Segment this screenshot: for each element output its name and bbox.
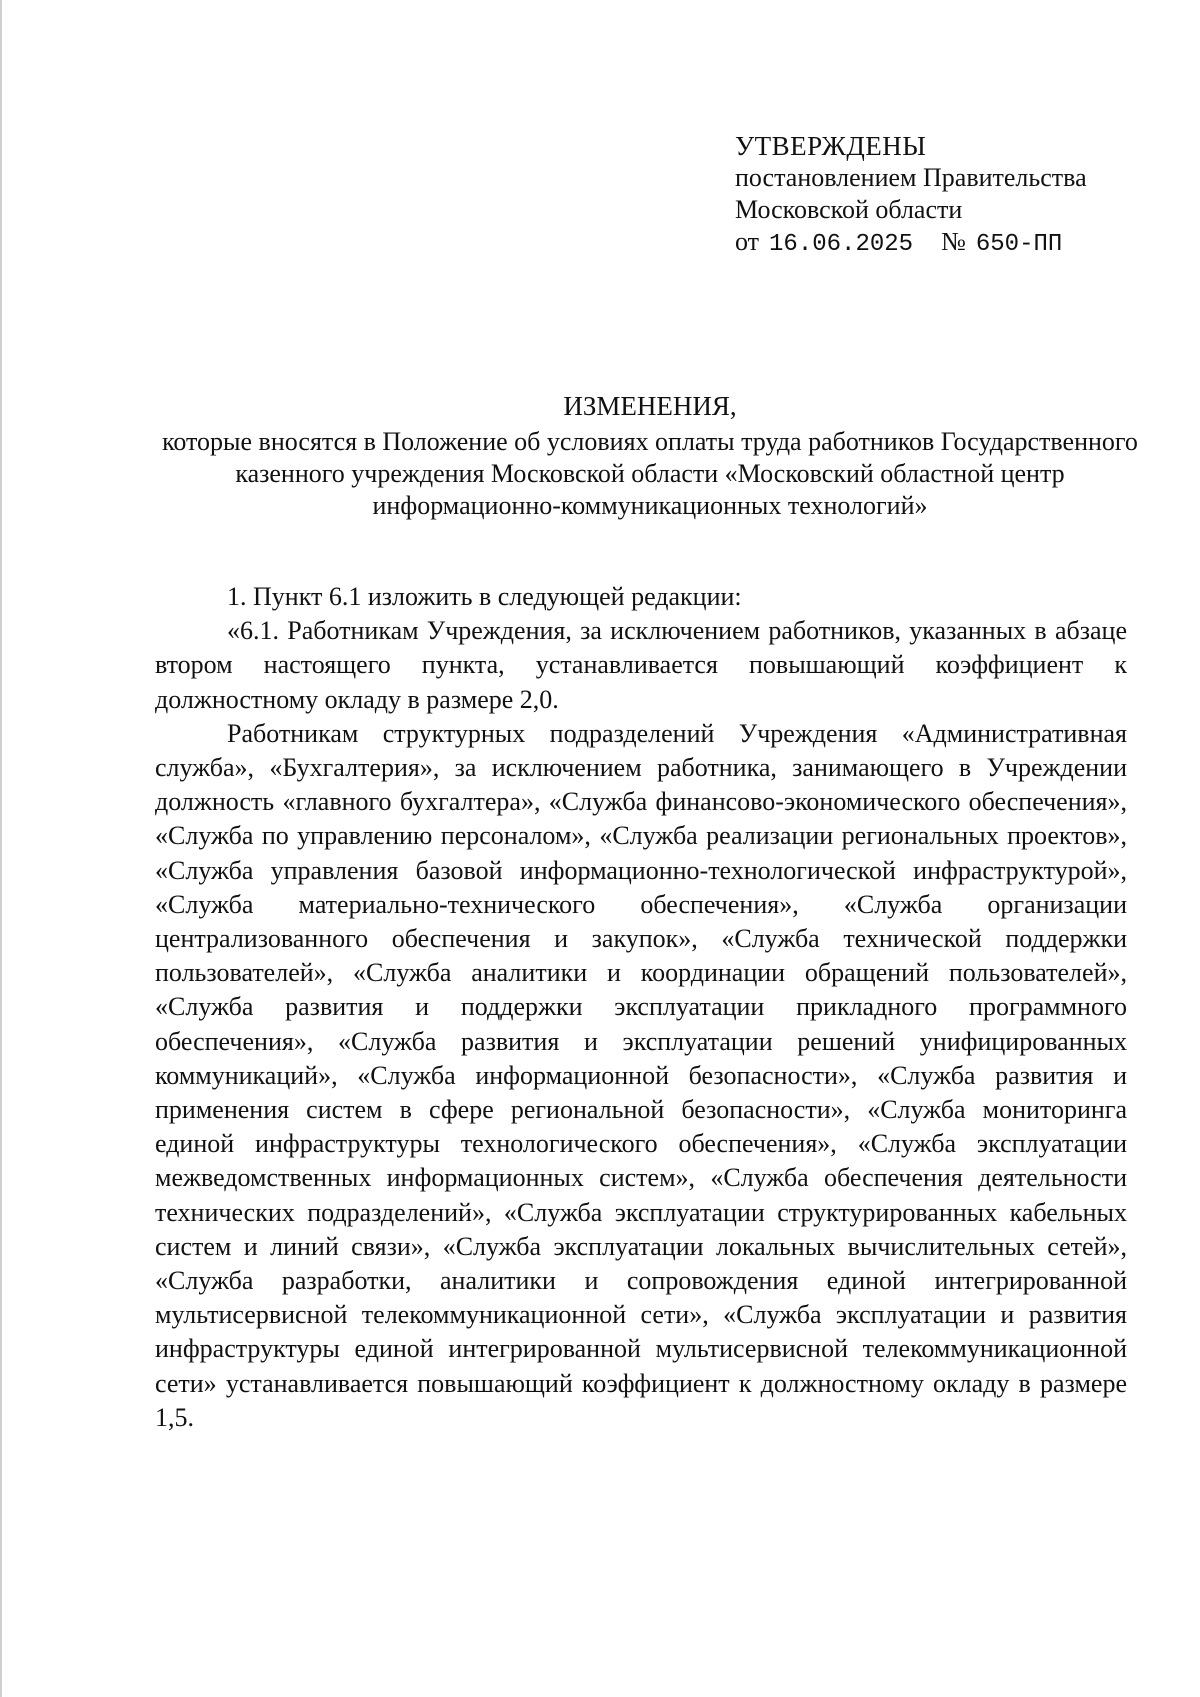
item-paragraph: «6.1. Работникам Учреждения, за исключением работников, указанных в абзаце втором настоящего пункта, устанавливается повышающий коэффициент к должностному окладу в размере 2,0.	[155, 616, 1127, 714]
approval-number-sign: №	[941, 227, 966, 256]
changes-title: ИЗМЕНЕНИЯ,	[563, 391, 737, 421]
approval-number: 650-ПП	[975, 231, 1063, 258]
item-paragraph: Работникам структурных подразделений Учреждения «Административная служба», «Бухгалтерия», за исключением работника, занимающего в Учреждении должность «главного бухгалтера», «Служба финансово-экономического обеспечения», «Служба по управлению персоналом», «Служба реализации региональных проектов», «Служба управления базовой информационно-технологической инфраструктурой», «Служба материально-технического обеспечения», «Служба организации централизованного обеспечения и закупок», «Служба технической поддержки пользователей», «Служба аналитики и координации обращений пользователей», «Служба развития и поддержки эксплуатации прикладного программного обеспечения», «Служба развития и эксплуатации решений унифицированных коммуникаций», «Служба информационной безопасности», «Служба развития и применения систем в сфере региональной безопасности», «Служба мониторинга единой инфраструктуры технологического обеспечения», «Служба эксплуатации межведомственных информационных систем», «Служба обеспечения деятельности технических подразделений», «Служба эксплуатации структурированных кабельных систем и линий связи», «Служба эксплуатации локальных вычислительных сетей», «Служба разработки, аналитики и сопровождения единой интегрированной мультисервисной телекоммуникационной сети», «Служба эксплуатации и развития инфраструктуры единой интегрированной мультисервисной телекоммуникационной сети» устанавливается повышающий коэффициент к должностному окладу в размере 1,5.	[155, 718, 1127, 1432]
document-body	[155, 580, 1127, 1435]
approval-date: 16.06.2025	[769, 231, 914, 258]
approval-authority-line: постановлением Правительства	[735, 163, 1087, 192]
page-edge	[0, 0, 2, 1697]
approval-region-line: Московской области	[735, 195, 963, 224]
changes-subtitle: которые вносятся в Положение об условиях оплаты труда работников Государственного казенного учреждения Московской области «Московский областной центр информационно-коммуникационных технологий»	[162, 427, 1138, 520]
approval-date-row	[735, 226, 1155, 261]
item-heading: 1. Пункт 6.1 изложить в следующей редакции:	[227, 582, 742, 611]
approval-date-prefix: от	[735, 227, 760, 256]
approval-stamp-block	[735, 130, 1155, 261]
approval-heading: УТВЕРЖДЕНЫ	[735, 131, 927, 161]
changes-header	[150, 390, 1150, 522]
